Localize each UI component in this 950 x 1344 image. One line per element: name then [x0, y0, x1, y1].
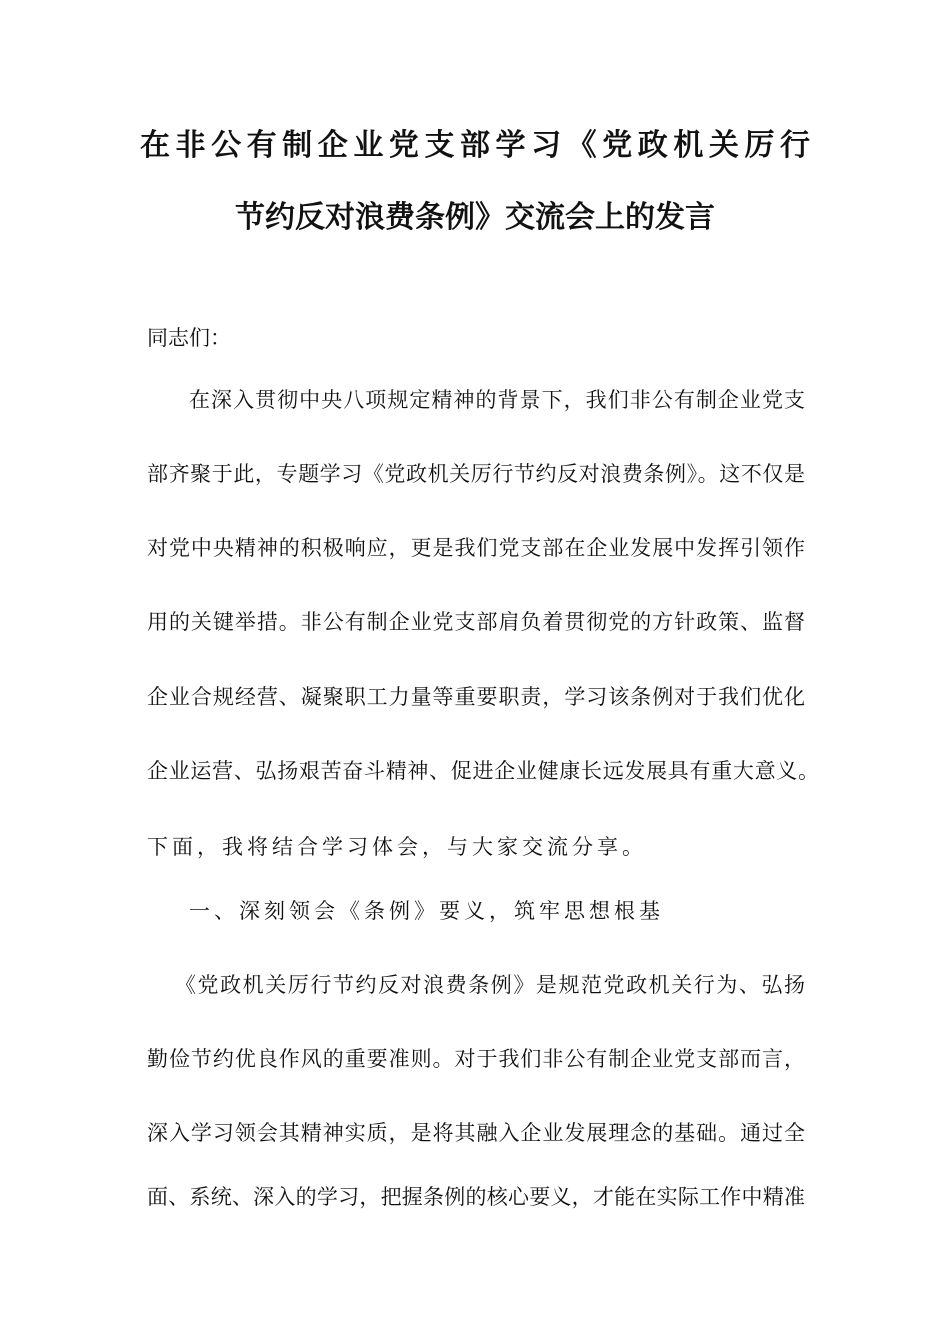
salutation: 同志们：: [147, 326, 231, 350]
paragraph-line: 对党中央精神的积极响应，更是我们党支部在企业发展中发挥引领作: [147, 536, 805, 560]
paragraph-line: 深入学习领会其精神实质，是将其融入企业发展理念的基础。通过全: [147, 1121, 805, 1145]
title-line-1: 在非公有制企业党支部学习《党政机关厉行: [140, 128, 810, 163]
paragraph-line: 部齐聚于此，专题学习《党政机关厉行节约反对浪费条例》。这不仅是: [147, 462, 805, 486]
paragraph-line: 在深入贯彻中央八项规定精神的背景下，我们非公有制企业党支: [189, 388, 805, 412]
paragraph-line: 下面，我将结合学习体会，与大家交流分享。: [147, 835, 647, 859]
paragraph-line: 用的关键举措。非公有制企业党支部肩负着贯彻党的方针政策、监督: [147, 610, 805, 634]
section-heading: 一、深刻领会《条例》要义，筑牢思想根基: [189, 899, 664, 923]
paragraph-line: 企业运营、弘扬艰苦奋斗精神、促进企业健康长远发展具有重大意义。: [147, 759, 819, 783]
paragraph-line: 《党政机关厉行节约反对浪费条例》是规范党政机关行为、弘扬: [175, 973, 805, 997]
title-line-2: 节约反对浪费条例》交流会上的发言: [235, 200, 715, 235]
paragraph-line: 面、系统、深入的学习，把握条例的核心要义，才能在实际工作中精准: [147, 1185, 805, 1209]
paragraph-line: 勤俭节约优良作风的重要准则。对于我们非公有制企业党支部而言，: [147, 1047, 805, 1071]
paragraph-line: 企业合规经营、凝聚职工力量等重要职责，学习该条例对于我们优化: [147, 685, 805, 709]
